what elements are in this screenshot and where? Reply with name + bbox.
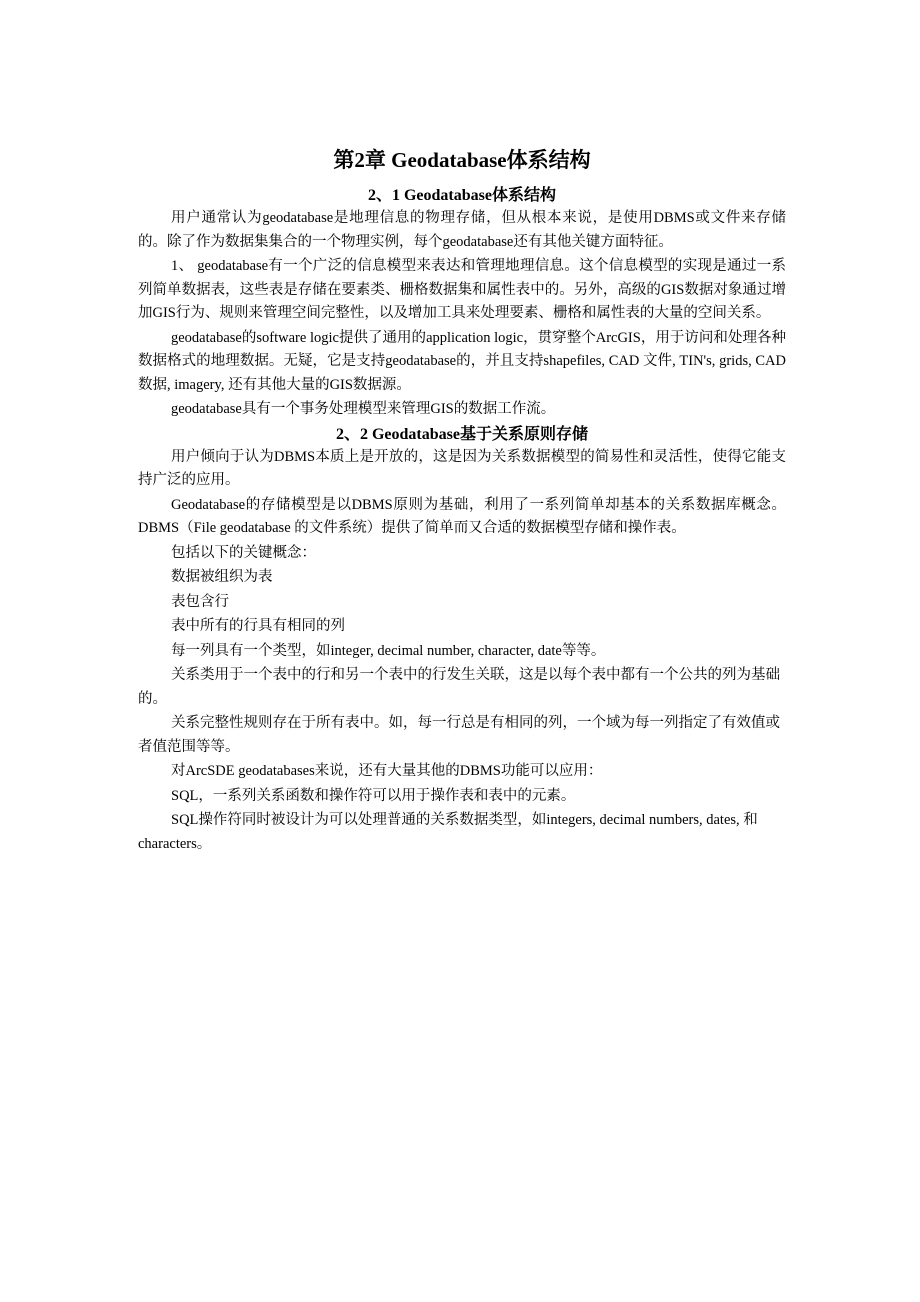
paragraph: 1、 geodatabase有一个广泛的信息模型来表达和管理地理信息。这个信息模型的实现是通过一系列简单数据表，这些表是存储在要素类、栅格数据集和属性表中的。另外，高级的GIS数据对象通过增加GIS行为、规则来管理空间完整性，以及增加工具来处理要素、栅格和属性表的大量的空间关系。 [138, 258, 786, 321]
list-item: 每一列具有一个类型，如integer, decimal number, character, date等等。 [171, 642, 606, 659]
paragraph: 关系完整性规则存在于所有表中。如，每一行总是有相同的列，一个域为每一列指定了有效值或者值范围等等。 [138, 715, 780, 755]
list-item: 表包含行 [171, 593, 229, 610]
paragraph: geodatabase具有一个事务处理模型来管理GIS的数据工作流。 [171, 401, 556, 417]
list-item: 表中所有的行具有相同的列 [171, 618, 345, 634]
paragraph: geodatabase的software logic提供了通用的application logic，贯穿整个ArcGIS，用于访问和处理各种数据格式的地理数据。无疑，它是支持geodatabase的，并且支持shapefiles, CAD 文件, TIN's, grids, CAD 数据, imagery, 还有其他大量的GIS数据源。 [138, 329, 786, 393]
paragraph: 用户倾向于认为DBMS本质上是开放的，这是因为关系数据模型的简易性和灵活性，使得它能支持广泛的应用。 [138, 448, 786, 488]
paragraph: SQL操作符同时被设计为可以处理普通的关系数据类型，如integers, decimal numbers, dates, 和 characters。 [138, 812, 758, 852]
section-title-2-1: 2、1 Geodatabase体系结构 [367, 187, 556, 204]
paragraph: SQL，一系列关系函数和操作符可以用于操作表和表中的元素。 [171, 787, 576, 804]
chapter-title: 第2章 Geodatabase体系结构 [333, 148, 591, 172]
paragraph: Geodatabase的存储模型是以DBMS原则为基础，利用了一系列简单却基本的关系数据库概念。DBMS（File geodatabase 的文件系统）提供了简单而又合适的数据模型存储和操作表。 [138, 496, 786, 536]
paragraph: 关系类用于一个表中的行和另一个表中的行发生关联，这是以每个表中都有一个公共的列为基础的。 [138, 667, 780, 707]
paragraph: 包括以下的关键概念： [171, 544, 316, 561]
list-item: 数据被组织为表 [171, 569, 273, 585]
document-page [138, 146, 786, 857]
section-title-2-2: 2、2 Geodatabase基于关系原则存储 [335, 425, 588, 443]
paragraph: 用户通常认为geodatabase是地理信息的物理存储，但从根本来说，是使用DBMS或文件来存储的。除了作为数据集集合的一个物理实例，每个geodatabase还有其他关键方面特征。 [138, 210, 786, 250]
paragraph: 对ArcSDE geodatabases来说，还有大量其他的DBMS功能可以应用： [171, 763, 603, 779]
